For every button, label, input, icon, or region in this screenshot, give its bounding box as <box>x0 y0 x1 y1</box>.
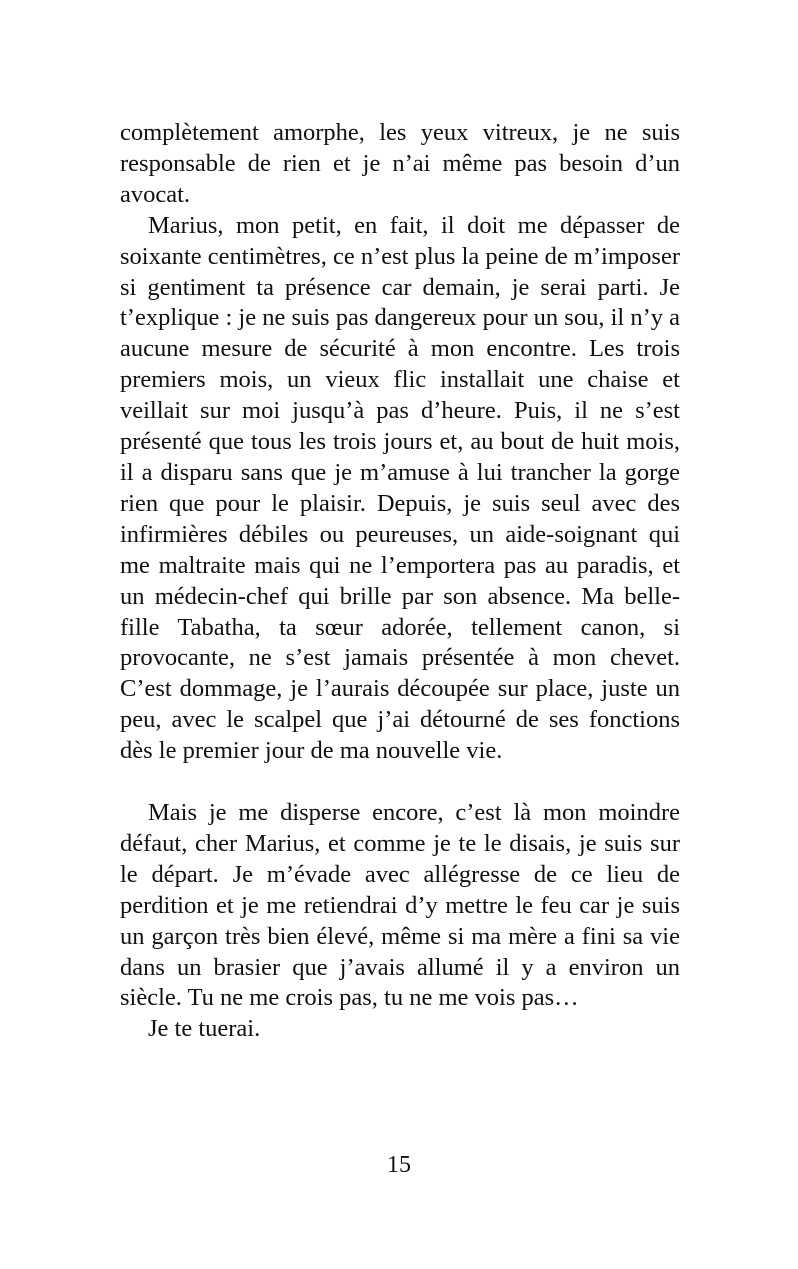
paragraph-closing-line: Je te tuerai. <box>148 1015 261 1043</box>
page-number: 15 <box>387 1152 411 1178</box>
paragraph-marius: Marius, mon petit, en fait, il doit me dépasser de soixante centimètres, ce n’est plus la peine de m’imposer si gentiment ta présence car demain, je serai parti. Je t’explique : je ne suis pas dangereux pour un sou, il n’y a aucune mesure de sécurité à mon encontre. Les trois premiers mois, un vieux flic installait une chaise et veillait sur moi jusqu’à pas d’heure. Puis, il ne s’est présenté que tous les trois jours et, au bout de huit mois, il a disparu sans que je m’amuse à lui trancher la gorge rien que pour le plaisir. Depuis, je suis seul avec des infirmières débiles ou peureuses, un aide-soignant qui me maltraite mais qui ne l’emportera pas au paradis, et un médecin-chef qui brille par son absence. Ma belle-fille Tabatha, ta sœur adorée, tellement canon, si provocante, ne s’est jamais présentée à mon chevet. C’est dommage, je l’aurais découpée sur place, juste un peu, avec le scalpel que j’ai détourné de ses fonctions dès le premier jour de ma nouvelle vie. <box>120 211 680 765</box>
body-text <box>120 118 680 1045</box>
paragraph-continuation: complètement amorphe, les yeux vitreux, je ne suis responsable de rien et je n’ai même pas besoin d’un avocat. <box>120 119 680 208</box>
paragraph-disperse: Mais je me disperse encore, c’est là mon moindre défaut, cher Marius, et comme je te le disais, je suis sur le départ. Je m’évade avec allégresse de ce lieu de perdition et je me retiendrai d’y mettre le feu car je suis un garçon très bien élevé, même si ma mère a fini sa vie dans un brasier que j’avais allumé il y a environ un siècle. Tu ne me crois pas, tu ne me vois pas… <box>120 799 680 1012</box>
